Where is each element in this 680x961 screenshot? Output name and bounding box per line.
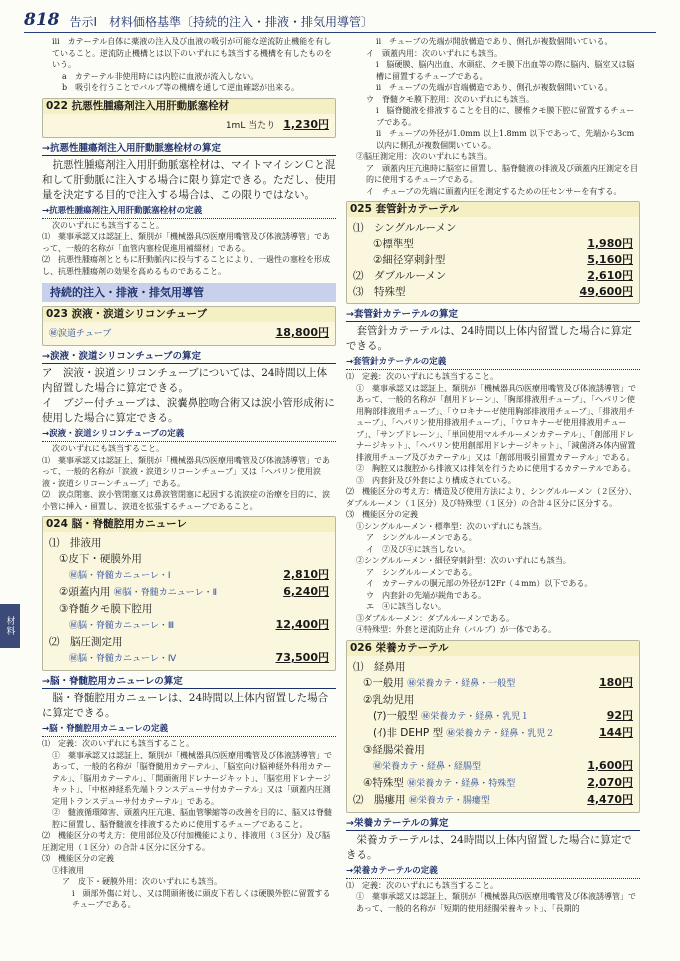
paragraph: ⑴ 定義：次のいずれにも該当すること。 xyxy=(346,880,498,890)
row-label: ②頭蓋内用 xyxy=(59,586,111,598)
price-row xyxy=(353,236,633,252)
paragraph: ⑵ 機能区分の考え方：使用部位及び付加機能により、排液用（３区分）及び脳圧測定用（１区分）の合計４区分に区分する。 xyxy=(42,831,330,852)
row-label: ⑴ 経鼻用 xyxy=(353,660,406,673)
paragraph: ① 薬事承認又は認証上、類別が「機械器具⑸医療用嘴管及び体液誘導管」であって、一般的名称が「創用ドレーン」、「胸部排液用チューブ」、「ヘパリン使用胸部排液用チューブ」、「ウロキナーゼ使用胸部排液用チューブ」、「排液用チューブ」、「ヘパリン使用排液用チューブ」、「ウロキナーゼ使用排液用チューブ」、「サンプドレーン」、「単回使用マルチルーメンカテーテル」、「創部用ドレナージキット」、「ヘパリン使用創部用ドレナージキット」、「減菌済み体内留置排液用チューブ及びカテーテル」又は「創部用吸引留置カテーテル」である。 xyxy=(356,383,636,462)
paragraph: イ チューブの先端に頭蓋内圧を測定するための圧センサーを有する。 xyxy=(366,186,622,196)
price-row xyxy=(353,758,633,775)
paragraph: ⅱ チューブの先端が盲端構造であり、側孔が複数個開いている。 xyxy=(376,83,613,92)
paragraph: ア シングルルーメンである。 xyxy=(366,533,477,542)
paragraph: ②脳圧測定用：次のいずれにも該当。 xyxy=(356,152,492,161)
price: 2,610円 xyxy=(587,269,633,282)
item-025-box xyxy=(346,201,640,304)
paragraph: ⅲ カテーテル自体に薬液の注入及び血液の吸引が可能な逆流防止機能を有していること。逆流防止機構とは以下のいずれにも該当する機構を有したものをいう。 xyxy=(52,37,332,69)
paragraph: ア 皮下・硬膜外用：次のいずれにも該当。 xyxy=(62,877,222,886)
definition-heading: →套管針カテーテルの定義 xyxy=(346,356,640,370)
section-heading: →抗悪性腫瘍剤注入用肝動脈塞栓材の算定 xyxy=(42,142,336,156)
product-code: ㊙栄養カテ・経鼻・経腸型 xyxy=(373,761,482,772)
row-label: ⑵ 脳圧測定用 xyxy=(49,636,123,648)
paragraph: ア 頭蓋内圧亢進時に脳室に留置し、脳脊髄液の排液及び頭蓋内圧測定を目的に使用するチューブである。 xyxy=(366,163,638,184)
paragraph: ⑴ 薬事承認又は認証上、類別が「機械器具⑸医療用嘴管及び体液誘導管」であって、一般的名称が「血管内塞栓促進用補綴材」である。 xyxy=(42,232,330,253)
product-code: ㊙涙道チューブ xyxy=(49,329,112,339)
price-row xyxy=(353,284,633,300)
row-label: ⑴ 排液用 xyxy=(49,537,102,549)
item-024-box xyxy=(42,516,336,671)
paragraph: ① 薬事承認又は認証上、類別が「機械器具⑸医療用嘴管及び体液誘導管」であって、一般的名称が「短期的使用経腸栄養キット」、「長期的 xyxy=(356,892,636,913)
item-022-box xyxy=(42,98,336,138)
right-column xyxy=(346,36,640,948)
paragraph: 脳・脊髄腔用カニューレは、24時間以上体内留置した場合に算定できる。 xyxy=(42,692,329,719)
product-code: ㊙脳・脊髄カニューレ・Ⅳ xyxy=(69,654,177,664)
paragraph: イ ②及び④に該当しない。 xyxy=(366,544,470,554)
left-column xyxy=(42,36,336,948)
paragraph: ⅱ チューブの外径が1.0mm 以上1.8mm 以下であって、先端から3cm 以内に側孔が複数個開いている。 xyxy=(376,129,635,150)
price: 1,980円 xyxy=(587,237,633,250)
paragraph: a カテーテル非使用時には内腔に血液が流入しない。 xyxy=(62,71,259,81)
product-code: ㊙脳・脊髄カニューレ・Ⅲ xyxy=(69,621,175,631)
price-row xyxy=(353,659,633,675)
item-026-title: 026 栄養カテーテル xyxy=(347,641,639,656)
paragraph: 抗悪性腫瘍剤注入用肝動脈塞栓材は、マイトマイシンＣと混和して肝動脈に注入する場合に限り算定できる。ただし、使用量を決定する目的で注入する場合は、この限りではない。 xyxy=(42,158,336,201)
price-row xyxy=(49,535,329,551)
row-label: ④特殊型 xyxy=(363,776,404,789)
item-022-title: 022 抗悪性腫瘍剤注入用肝動脈塞栓材 xyxy=(43,99,335,114)
paragraph: ⅰ 脳脊髄液を排液することを目的に、腰椎クモ膜下腔に留置するチューブである。 xyxy=(376,106,635,127)
price-row xyxy=(49,567,329,584)
row-label: (ｱ)一般型 xyxy=(373,709,418,722)
paragraph: ⑴ 定義：次のいずれにも該当すること。 xyxy=(42,739,194,748)
price-row xyxy=(49,325,329,342)
item-023-box xyxy=(42,306,336,346)
price-row xyxy=(353,268,633,284)
paragraph: ⅱ チューブの先端が開放構造であり、側孔が複数個開いている。 xyxy=(376,37,613,46)
paragraph: 栄養カテーテルは、24時間以上体内留置した場合に算定できる。 xyxy=(346,833,632,861)
price-row xyxy=(49,601,329,617)
price-row xyxy=(353,675,633,692)
paragraph: ウ 内套針の先端が鋭角である。 xyxy=(366,590,486,600)
paragraph: ⑵ 涙点閉塞、涙小管閉塞又は鼻涙管閉塞に起因する流涙症の治療を目的に、涙小管に挿入・留置し、涙道を拡張するチューブであること。 xyxy=(42,490,330,511)
price: 49,600円 xyxy=(579,285,633,298)
price-row xyxy=(353,725,633,742)
paragraph: ⑵ 機能区分の考え方：構造及び使用方法により、シングルルーメン（２区分）、ダブルルーメン（１区分）及び特殊型（１区分）の合計４区分に区分する。 xyxy=(346,487,637,508)
product-code: ㊙栄養カテ・経鼻・一般型 xyxy=(407,678,516,689)
paragraph: ⅰ 頭部外傷に対し、又は開頭術後に頭皮下若しくは硬膜外腔に留置するチューブである。 xyxy=(72,888,331,909)
item-024-title: 024 脳・脊髄腔用カニューレ xyxy=(43,517,335,532)
price: 1,230円 xyxy=(283,117,329,131)
product-code: ㊙脳・脊髄カニューレ・Ⅰ xyxy=(69,571,171,581)
product-code: ㊙栄養カテ・腸瘻型 xyxy=(408,795,490,806)
paragraph: ⅰ 脳硬膜、脳内出血、水頭症、クモ膜下出血等の際に脳内、脳室又は脳槽に留置するチューブである。 xyxy=(376,60,635,81)
product-code: ㊙栄養カテ・経鼻・特殊型 xyxy=(407,778,516,789)
section-heading: →栄養カテーテルの算定 xyxy=(346,817,640,831)
price-row xyxy=(353,742,633,758)
paragraph: 次のいずれにも該当すること。 xyxy=(52,444,164,453)
price-row xyxy=(49,634,329,650)
price-row xyxy=(353,220,633,236)
paragraph: ④特殊型：外套と逆流防止弁（バルブ）が一体である。 xyxy=(356,625,557,634)
row-label: ③経腸栄養用 xyxy=(363,743,425,756)
paragraph: イ 頭蓋内用：次のいずれにも該当。 xyxy=(366,48,502,58)
product-code: ㊙栄養カテ・経鼻・乳児１ xyxy=(421,711,530,722)
paragraph: ① 薬事承認又は認証上、類別が「機械器具⑸医療用嘴管及び体液誘導管」であって、一般的名称が「脳脊髄用カテーテル」、「脳室向け脳神経外科用カテーテル」、「脳用カテーテル」、「開頭術用ドレナージキット」、「脳室用ドレナージキット」、「中枢神経系先端トランスデューサ付カテーテル」又は「頭蓋内圧測定用トランスデューサ付カテーテル」である。 xyxy=(52,750,332,806)
paragraph: イ ブジー付チューブは、涙嚢鼻腔吻合術又は涙小管形成術に使用した場合に算定できる。 xyxy=(42,397,335,424)
paragraph: ②シングルルーメン・細径穿刺針型：次のいずれにも該当。 xyxy=(356,556,571,565)
item-025-title: 025 套管針カテーテル xyxy=(347,202,639,217)
price: 2,810円 xyxy=(283,568,329,581)
row-label: ①一般用 xyxy=(363,676,404,689)
paragraph: ①排液用 xyxy=(52,865,84,875)
price: 92円 xyxy=(606,708,633,722)
product-code: ㊙栄養カテ・経鼻・乳児２ xyxy=(446,728,555,739)
row-label: ②乳幼児用 xyxy=(363,693,415,706)
price: 2,070円 xyxy=(587,775,633,789)
price-row xyxy=(353,692,633,708)
price: 180円 xyxy=(599,675,633,689)
price: 18,800円 xyxy=(275,326,329,339)
paragraph: ⑴ 定義：次のいずれにも該当すること。 xyxy=(346,372,498,381)
definition-heading: →栄養カテーテルの定義 xyxy=(346,865,640,879)
row-label: ⑵ 腸瘻用 xyxy=(353,793,406,806)
price-row xyxy=(49,650,329,667)
unit-label: 1mL 当たり xyxy=(225,120,276,131)
price: 73,500円 xyxy=(275,651,329,664)
paragraph: ② 髄液循環障害、頭蓋内圧亢進、脳血管攣縮等の改善を目的に、脳又は脊髄腔に留置し、脳脊髄液を排液するために使用するチューブであること。 xyxy=(52,808,332,829)
price-row xyxy=(353,775,633,792)
section-heading: →套管針カテーテルの算定 xyxy=(346,308,640,322)
price-row xyxy=(49,551,329,567)
price-row xyxy=(49,584,329,601)
price: 1,600円 xyxy=(587,758,633,772)
row-label: ①皮下・硬膜外用 xyxy=(59,553,142,565)
paragraph: ③ 内套針及び外套により構成されている。 xyxy=(356,475,516,485)
paragraph: 次のいずれにも該当すること。 xyxy=(52,220,164,230)
paragraph: ③ダブルルーメン：ダブルルーメンである。 xyxy=(356,613,515,623)
price-row xyxy=(49,617,329,634)
row-label: (ｲ)非 DEHP 型 xyxy=(373,726,444,739)
paragraph: ⑶ 機能区分の定義 xyxy=(42,854,114,863)
paragraph: エ ④に該当しない。 xyxy=(366,602,446,611)
item-026-box xyxy=(346,640,640,813)
price: 144円 xyxy=(599,725,633,739)
page-header xyxy=(24,4,656,33)
paragraph: ア 涙液・涙道シリコンチューブについては、24時間以上体内留置した場合に算定できる。 xyxy=(42,367,328,394)
definition-heading: →涙液・涙道シリコンチューブの定義 xyxy=(42,428,336,442)
row-label: ②細径穿刺針型 xyxy=(373,254,446,266)
price-row xyxy=(49,117,329,134)
definition-heading: →脳・脊髄腔用カニューレの定義 xyxy=(42,723,336,737)
paragraph: ウ 脊髄クモ膜下腔用：次のいずれにも該当。 xyxy=(366,94,534,104)
paragraph: 套管針カテーテルは、24時間以上体内留置した場合に算定できる。 xyxy=(346,325,632,352)
definition-heading: →抗悪性腫瘍剤注入用肝動脈塞栓材の定義 xyxy=(42,205,336,219)
row-label: ①標準型 xyxy=(373,238,414,250)
paragraph: イ カテーテルの胴元部の外径が12Fr（４mm）以下である。 xyxy=(366,579,593,588)
page-number: 818 xyxy=(24,10,60,30)
section-heading: →脳・脊髄腔用カニューレの算定 xyxy=(42,675,336,689)
category-band: 持続的注入・排液・排気用導管 xyxy=(42,283,336,302)
price: 12,400円 xyxy=(275,618,329,631)
price: 4,470円 xyxy=(587,792,633,806)
price-row xyxy=(353,708,633,725)
paragraph: ①シングルルーメン・標準型：次のいずれにも該当。 xyxy=(356,521,547,531)
row-label: ⑴ シングルルーメン xyxy=(353,222,457,234)
side-index-tab: 材料 xyxy=(0,604,20,648)
row-label: ⑵ ダブルルーメン xyxy=(353,270,447,282)
section-heading: →涙液・涙道シリコンチューブの算定 xyxy=(42,350,336,364)
paragraph: ② 胸腔又は腹腔から排液又は排気を行うために使用するカテーテルである。 xyxy=(356,464,636,473)
price: 6,240円 xyxy=(283,585,329,598)
price-row xyxy=(353,252,633,268)
paragraph: ア シングルルーメンである。 xyxy=(366,567,477,577)
row-label: ③脊髄クモ膜下腔用 xyxy=(59,603,153,615)
price-row xyxy=(353,792,633,809)
product-code: ㊙脳・脊髄カニューレ・Ⅱ xyxy=(113,588,218,598)
item-023-title: 023 涙液・涙道シリコンチューブ xyxy=(43,307,335,322)
row-label: ⑶ 特殊型 xyxy=(353,286,406,298)
page-header-title: 告示Ⅰ 材料価格基準〔持続的注入・排液・排気用導管〕 xyxy=(69,15,374,29)
paragraph: ⑴ 薬事承認又は認証上、類別が「機械器具⑸医療用嘴管及び体液誘導管」であって、一般的名称が「涙液・涙道シリコーンチューブ」又は「ヘパリン使用涙液・涙道シリコーンチューブ」である。 xyxy=(42,455,330,488)
paragraph: ⑵ 抗悪性腫瘍剤とともに肝動脈内に投与することにより、一過性の塞栓を形成し、抗悪性腫瘍剤の効果を高めるものであること。 xyxy=(42,255,330,276)
paragraph: ⑶ 機能区分の定義 xyxy=(346,510,418,519)
paragraph: b 吸引を行うことでバルブ等の機構を通して逆血確認が出来る。 xyxy=(62,83,300,92)
price: 5,160円 xyxy=(587,253,633,266)
